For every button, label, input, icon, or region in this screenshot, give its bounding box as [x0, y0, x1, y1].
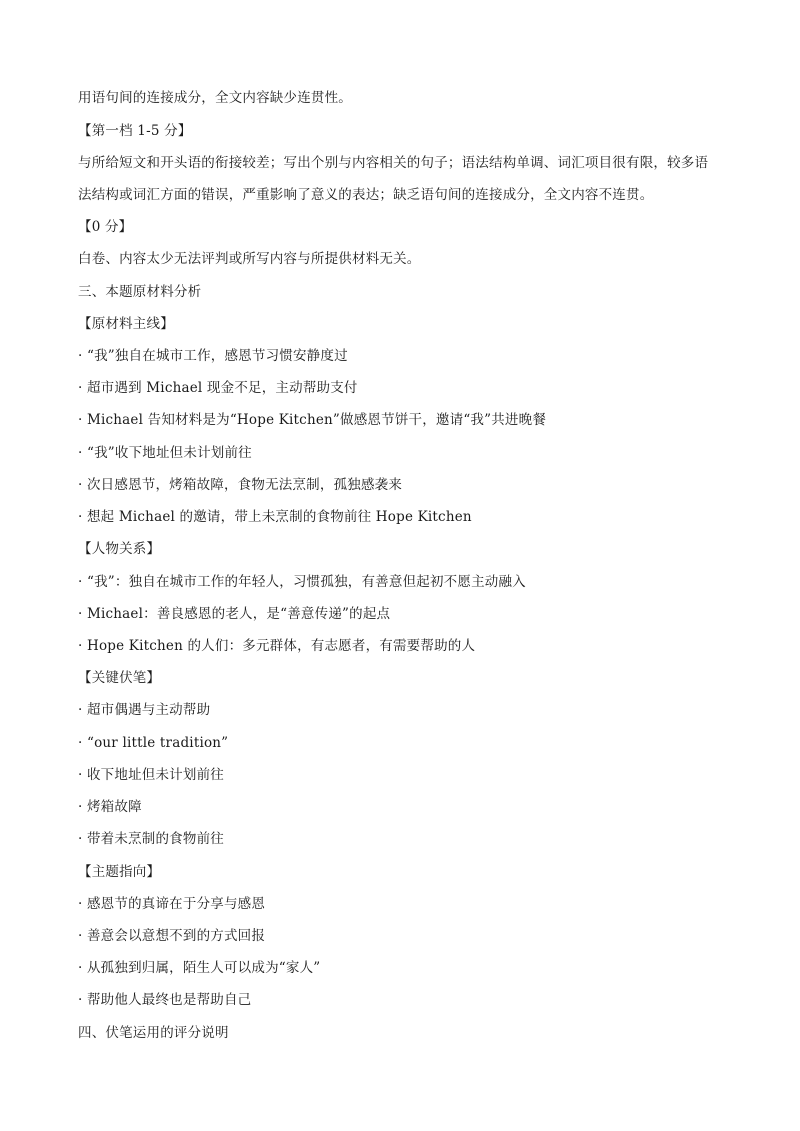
list-item: · “我”：独自在城市工作的年轻人，习惯孤独，有善意但起初不愿主动融入: [78, 574, 526, 590]
subheading-main-line: 【原材料主线】: [78, 316, 174, 332]
list-item: · 善意会以意想不到的方式回报: [78, 928, 266, 944]
list-item: · 感恩节的真谛在于分享与感恩: [78, 896, 266, 912]
list-item: · Hope Kitchen 的人们：多元群体，有志愿者，有需要帮助的人: [78, 638, 476, 654]
grade-heading-1: 【第一档 1-5 分】: [78, 123, 192, 139]
list-item: · 帮助他人最终也是帮助自己: [78, 992, 252, 1008]
list-item: · 烤箱故障: [78, 799, 142, 815]
list-item: · 超市偶遇与主动帮助: [78, 702, 211, 718]
grade-1-desc-line-1: 与所给短文和开头语的衔接较差；写出个别与内容相关的句子；语法结构单调、词汇项目很有限，较多语: [78, 155, 709, 171]
list-item: · 从孤独到归属，陌生人可以成为“家人”: [78, 960, 321, 976]
section-heading-3: 三、本题原材料分析: [78, 284, 202, 300]
grade-0-desc: 白卷、内容太少无法评判或所写内容与所提供材料无关。: [78, 251, 421, 267]
list-item: · 想起 Michael 的邀请，带上未烹制的食物前往 Hope Kitchen: [78, 509, 472, 525]
list-item: · “our little tradition”: [78, 735, 229, 751]
list-item: · “我”收下地址但未计划前往: [78, 445, 252, 461]
subheading-characters: 【人物关系】: [78, 541, 161, 557]
list-item: · Michael 告知材料是为“Hope Kitchen”做感恩节饼干，邀请“我”共进晚餐: [78, 412, 547, 428]
text-line-continuation: 用语句间的连接成分，全文内容缺少连贯性。: [78, 90, 352, 106]
list-item: · 带着未烹制的食物前往: [78, 831, 224, 847]
list-item: · 超市遇到 Michael 现金不足，主动帮助支付: [78, 380, 358, 396]
section-heading-4: 四、伏笔运用的评分说明: [78, 1025, 229, 1041]
list-item: · 收下地址但未计划前往: [78, 767, 224, 783]
list-item: · 次日感恩节，烤箱故障，食物无法烹制，孤独感袭来: [78, 477, 403, 493]
list-item: · Michael：善良感恩的老人，是“善意传递”的起点: [78, 606, 391, 622]
grade-1-desc-line-2: 法结构或词汇方面的错误，严重影响了意义的表达；缺乏语句间的连接成分，全文内容不连贯。: [78, 187, 654, 203]
subheading-foreshadowing: 【关键伏笔】: [78, 670, 161, 686]
list-item: · “我”独自在城市工作，感恩节习惯安静度过: [78, 348, 348, 364]
grade-heading-0: 【0 分】: [78, 219, 133, 235]
subheading-theme: 【主题指向】: [78, 864, 161, 880]
